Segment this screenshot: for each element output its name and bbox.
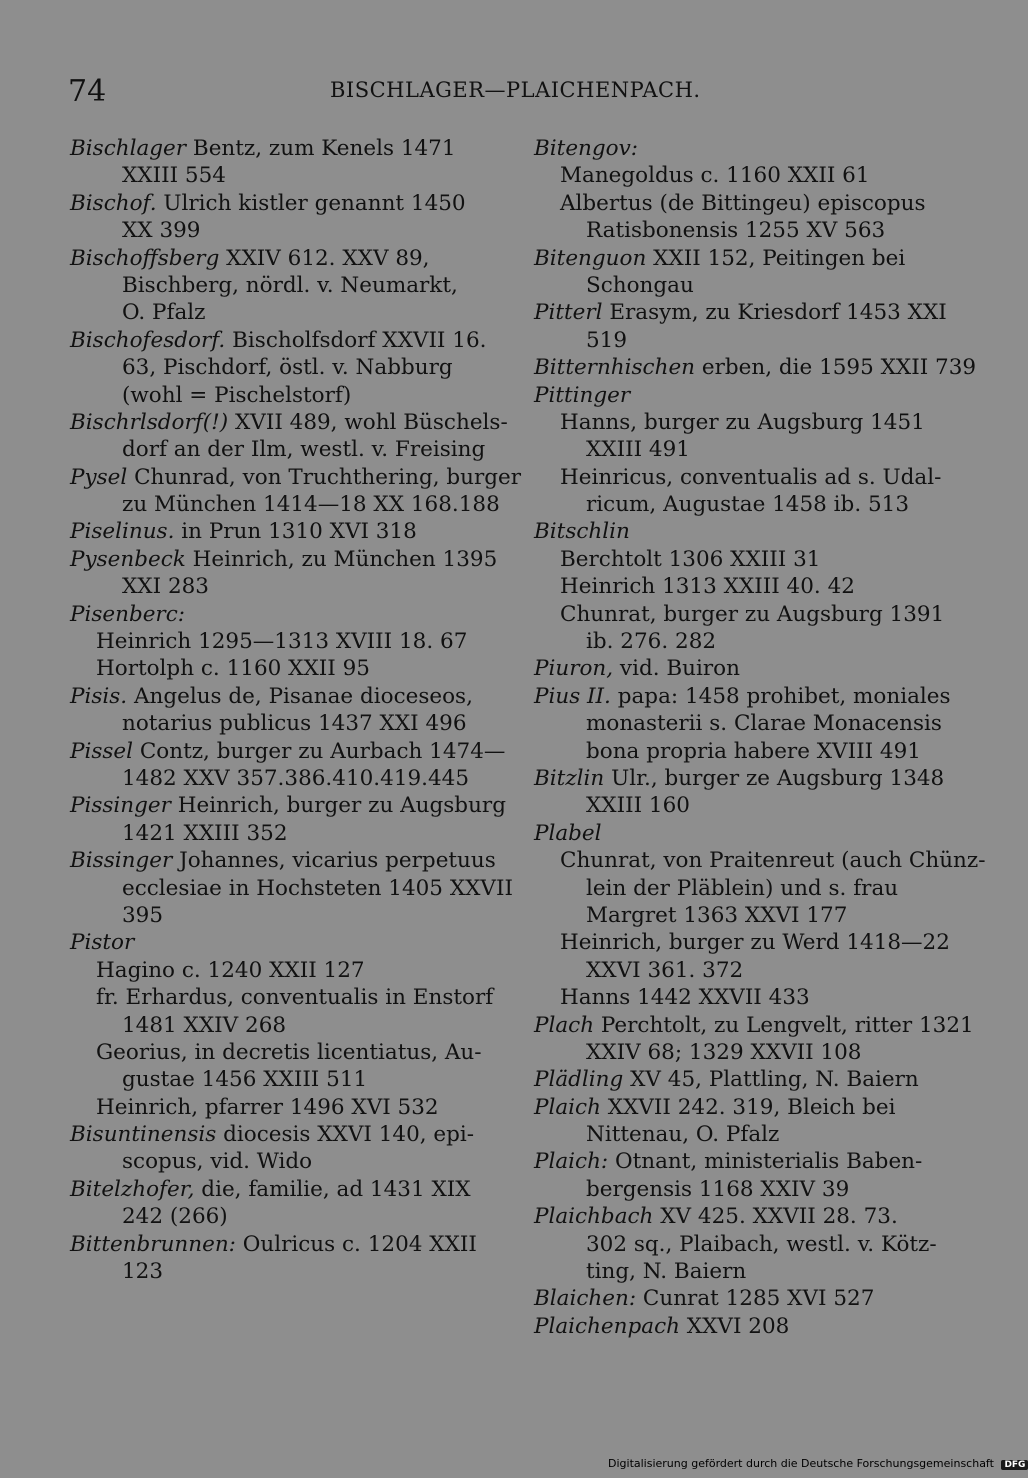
entry-text: Bischberg, nördl. v. Neumarkt,	[122, 272, 458, 298]
entry-text: scopus, vid. Wido	[122, 1149, 313, 1175]
entry-text: papa: 1458 prohibet, moniales	[610, 683, 951, 709]
index-line	[534, 1203, 959, 1230]
headword: Plaich	[534, 1094, 601, 1120]
headword: Bischofesdorf.	[70, 327, 226, 353]
index-line	[534, 573, 959, 600]
entry-text: 63, Pischdorf, östl. v. Nabburg	[122, 355, 453, 381]
entry-text: XXIII 160	[586, 793, 690, 819]
headword: Bischlager	[70, 136, 187, 161]
index-line	[534, 1094, 959, 1121]
entry-text: Ulr., burger ze Augsburg 1348	[604, 765, 945, 791]
headword: Bitengov:	[534, 136, 638, 161]
entry-text: Bischolfsdorf XXVII 16.	[225, 327, 487, 353]
index-line	[534, 1066, 959, 1093]
entry-text: erben, die 1595 XXII 739	[695, 355, 977, 381]
entry-text: Chunrat, burger zu Augsburg 1391	[560, 601, 945, 627]
entry-text: XVII 489, wohl Büschels-	[228, 409, 508, 435]
entry-text: XXVI 361. 372	[586, 957, 744, 983]
entry-text: XXIV 612. XXV 89,	[219, 245, 430, 271]
entry-text: Ratisbonensis 1255 XV 563	[586, 218, 886, 244]
entry-text: fr. Erhardus, conventualis in Enstorf	[96, 985, 494, 1011]
entry-text: XXVI 208	[679, 1313, 790, 1339]
index-line	[70, 710, 495, 737]
index-line	[534, 628, 959, 655]
headword: Plach	[534, 1012, 595, 1038]
headword: Plaich:	[534, 1149, 609, 1175]
index-line	[534, 820, 959, 847]
index-line	[70, 162, 495, 189]
entry-text: lein der Pläblein) und s. frau	[586, 875, 899, 901]
headword: Bissinger	[70, 848, 173, 874]
index-line	[70, 327, 495, 354]
index-line	[70, 792, 506, 819]
index-line	[70, 765, 495, 792]
entry-text: Heinrich 1313 XXIII 40. 42	[560, 574, 855, 600]
entry-text: Heinrich, burger zu Augsburg	[170, 793, 506, 819]
entry-text: Chunrad, von Truchthering, burger	[127, 464, 522, 490]
index-line	[534, 847, 986, 874]
entry-text: Hanns, burger zu Augsburg 1451	[560, 409, 925, 435]
headword: Piuron,	[534, 656, 614, 682]
entry-text: zu München 1414—18 XX 168.188	[122, 492, 500, 518]
left-column	[70, 135, 522, 1285]
index-line	[534, 491, 959, 518]
headword: Bitelzhofer,	[70, 1176, 195, 1202]
index-line	[70, 217, 495, 244]
headword: Bitenguon	[534, 245, 647, 271]
entry-text: Ulrich kistler genannt 1450	[156, 190, 466, 216]
index-line	[534, 738, 959, 765]
right-column	[534, 135, 986, 1340]
entry-text: ting, N. Baiern	[586, 1259, 747, 1285]
entry-text: (wohl = Pischelstorf)	[122, 382, 352, 408]
entry-text: Chunrat, von Praitenreut (auch Chünz-	[560, 848, 986, 874]
index-line	[534, 546, 959, 573]
entry-text: Angelus de, Pisanae dioceseos,	[127, 683, 473, 709]
index-line	[534, 1231, 959, 1258]
entry-text: monasterii s. Clarae Monacensis	[586, 711, 942, 737]
entry-text: 395	[122, 902, 164, 928]
entry-text: bona propria habere XVIII 491	[586, 738, 921, 764]
entry-text: Contz, burger zu Aurbach 1474—	[133, 738, 506, 764]
entry-text: XX 399	[122, 218, 201, 244]
entry-text: Hanns 1442 XXVII 433	[560, 985, 810, 1011]
entry-text: Berchtolt 1306 XXIII 31	[560, 546, 821, 572]
headword: Bischof.	[70, 190, 157, 216]
index-line	[70, 1121, 495, 1148]
index-line	[534, 1148, 959, 1175]
headword: Bitternhischen	[534, 355, 696, 381]
headword: Bittenbrunnen:	[70, 1231, 236, 1257]
headword: Pisis.	[70, 683, 128, 709]
headword: Pissinger	[70, 793, 171, 819]
headword: Bisuntinensis	[70, 1122, 217, 1148]
entry-text: XXIII 554	[122, 163, 226, 189]
index-line	[70, 1012, 495, 1039]
index-line	[70, 655, 495, 682]
entry-text: Oulricus c. 1204 XXII	[235, 1231, 477, 1257]
headword: Pitterl	[534, 300, 603, 326]
headword: Piselinus.	[70, 519, 175, 545]
index-line	[70, 464, 522, 491]
entry-text: O. Pfalz	[122, 300, 206, 326]
index-line	[534, 1176, 959, 1203]
entry-text: XXII 152, Peitingen bei	[646, 245, 906, 271]
index-line	[70, 299, 495, 326]
entry-text: 123	[122, 1259, 164, 1285]
index-line	[534, 272, 959, 299]
entry-text: Nittenau, O. Pfalz	[586, 1122, 780, 1148]
entry-text: 242 (266)	[122, 1204, 228, 1230]
entry-text: in Prun 1310 XVI 318	[174, 519, 417, 545]
index-line	[70, 957, 495, 984]
index-line	[534, 655, 959, 682]
entry-text: ib. 276. 282	[586, 629, 717, 655]
index-line	[70, 820, 495, 847]
entry-text: 1482 XXV 357.386.410.419.445	[122, 765, 470, 791]
page-header	[0, 70, 1000, 110]
index-line	[534, 135, 959, 162]
footer	[608, 1457, 1028, 1470]
index-line	[70, 135, 495, 162]
page-number: 74	[68, 74, 107, 109]
entry-text: 1481 XXIV 268	[122, 1012, 287, 1038]
entry-text: XXIV 68; 1329 XXVII 108	[586, 1039, 862, 1065]
index-line	[534, 683, 959, 710]
entry-text: Heinricus, conventualis ad s. Udal-	[560, 464, 942, 490]
entry-text: Schongau	[586, 272, 694, 298]
entry-text: diocesis XXVI 140, epi-	[216, 1122, 475, 1148]
index-line	[534, 327, 959, 354]
index-line	[534, 354, 977, 381]
entry-text: 519	[586, 327, 628, 353]
index-line	[534, 929, 959, 956]
index-line	[70, 354, 495, 381]
index-line	[70, 1066, 495, 1093]
entry-text: ecclesiae in Hochsteten 1405 XXVII	[122, 875, 513, 901]
index-line	[70, 1148, 495, 1175]
entry-text: 302 sq., Plaibach, westl. v. Kötz-	[586, 1231, 937, 1257]
index-line	[534, 299, 959, 326]
headword: Pisenberc:	[70, 601, 185, 627]
headword: Blaichen:	[534, 1286, 637, 1312]
entry-text: notarius publicus 1437 XXI 496	[122, 711, 467, 737]
headword: Plabel	[534, 820, 602, 846]
index-line	[70, 546, 498, 573]
entry-text: Heinrich, pfarrer 1496 XVI 532	[96, 1094, 439, 1120]
entry-text: XV 425. XXVII 28. 73.	[653, 1204, 898, 1230]
entry-text: 1421 XXIII 352	[122, 820, 288, 846]
index-line	[70, 628, 495, 655]
headword: Pittinger	[534, 382, 631, 408]
entry-text: XXVII 242. 319, Bleich bei	[600, 1094, 896, 1120]
headword: Pysenbeck	[70, 546, 186, 572]
index-line	[70, 738, 506, 765]
entry-text: Heinrich, burger zu Werd 1418—22	[560, 930, 950, 956]
entry-text: Cunrat 1285 XVI 527	[636, 1286, 875, 1312]
entry-text: Heinrich 1295—1313 XVIII 18. 67	[96, 629, 468, 655]
entry-text: Hortolph c. 1160 XXII 95	[96, 656, 370, 682]
footer-text: Digitalisierung gefördert durch die Deutsche Forschungsgemeinschaft	[608, 1457, 994, 1470]
entry-text: XXIII 491	[586, 437, 690, 463]
index-line	[70, 1176, 495, 1203]
index-line	[534, 1285, 959, 1312]
entry-text: Erasym, zu Kriesdorf 1453 XXI	[602, 300, 947, 326]
index-line	[534, 875, 959, 902]
index-line	[70, 929, 495, 956]
index-line	[70, 875, 513, 902]
entry-text: gustae 1456 XXIII 511	[122, 1067, 368, 1093]
index-line	[70, 491, 500, 518]
index-line	[70, 1258, 495, 1285]
headword: Pistor	[70, 930, 135, 956]
headword: Pissel	[70, 738, 134, 764]
dfg-logo: DFG	[1001, 1460, 1028, 1470]
index-line	[70, 601, 495, 628]
entry-text: Otnant, ministerialis Baben-	[608, 1149, 923, 1175]
index-line	[534, 902, 959, 929]
headword: Plaichbach	[534, 1204, 654, 1230]
index-line	[534, 1012, 974, 1039]
index-line	[534, 382, 959, 409]
index-line	[70, 382, 495, 409]
index-line	[70, 1203, 495, 1230]
index-line	[70, 1094, 495, 1121]
entry-text: XV 45, Plattling, N. Baiern	[623, 1067, 919, 1093]
index-line	[534, 792, 959, 819]
headword: Plädling	[534, 1067, 624, 1093]
entry-text: Manegoldus c. 1160 XXII 61	[560, 163, 870, 189]
entry-text: XXI 283	[122, 574, 209, 600]
index-line	[534, 984, 959, 1011]
entry-text: ricum, Augustae 1458 ib. 513	[586, 492, 910, 518]
index-line	[70, 409, 508, 436]
headword: Pysel	[70, 464, 128, 490]
index-line	[534, 518, 959, 545]
entry-text: Bentz, zum Kenels 1471	[186, 136, 456, 161]
entry-text: Georius, in decretis licentiatus, Au-	[96, 1039, 482, 1065]
index-line	[534, 409, 959, 436]
headword: Pius II.	[534, 683, 611, 709]
index-line	[70, 1039, 495, 1066]
headword: Bischoffsberg	[70, 245, 220, 271]
entry-text: Albertus (de Bittingeu) episcopus	[560, 190, 926, 216]
index-line	[70, 436, 495, 463]
index-line	[70, 272, 495, 299]
index-line	[70, 245, 495, 272]
entry-text: bergensis 1168 XXIV 39	[586, 1176, 850, 1202]
index-line	[534, 245, 959, 272]
index-line	[534, 190, 959, 217]
entry-text: Perchtolt, zu Lengvelt, ritter 1321	[594, 1012, 974, 1038]
index-line	[534, 710, 959, 737]
headword: Bitschlin	[534, 519, 630, 545]
entry-text: Johannes, vicarius perpetuus	[172, 848, 496, 874]
index-line	[70, 1231, 495, 1258]
headword: Plaichenpach	[534, 1313, 680, 1339]
index-line	[534, 765, 959, 792]
index-line	[534, 1313, 959, 1340]
index-line	[534, 601, 959, 628]
index-line	[70, 518, 495, 545]
index-line	[70, 573, 495, 600]
index-line	[70, 847, 495, 874]
headword: Bischrlsdorf(!)	[70, 409, 229, 435]
entry-text: die, familie, ad 1431 XIX	[194, 1176, 471, 1202]
index-line	[534, 1039, 959, 1066]
entry-text: Margret 1363 XXVI 177	[586, 902, 848, 928]
index-line	[534, 217, 959, 244]
running-title: BISCHLAGER—PLAICHENPACH.	[330, 78, 701, 102]
index-line	[534, 436, 959, 463]
index-line	[534, 162, 959, 189]
entry-text: Hagino c. 1240 XXII 127	[96, 957, 365, 983]
index-line	[534, 1258, 959, 1285]
entry-text: vid. Buiron	[613, 656, 740, 682]
entry-text: dorf an der Ilm, westl. v. Freising	[122, 437, 486, 463]
index-line	[534, 464, 959, 491]
index-line	[534, 1121, 959, 1148]
index-line	[70, 683, 495, 710]
entry-text: Heinrich, zu München 1395	[185, 546, 498, 572]
index-line	[70, 984, 495, 1011]
index-line	[70, 190, 495, 217]
headword: Bitzlin	[534, 765, 605, 791]
index-line	[70, 902, 495, 929]
index-line	[534, 957, 959, 984]
